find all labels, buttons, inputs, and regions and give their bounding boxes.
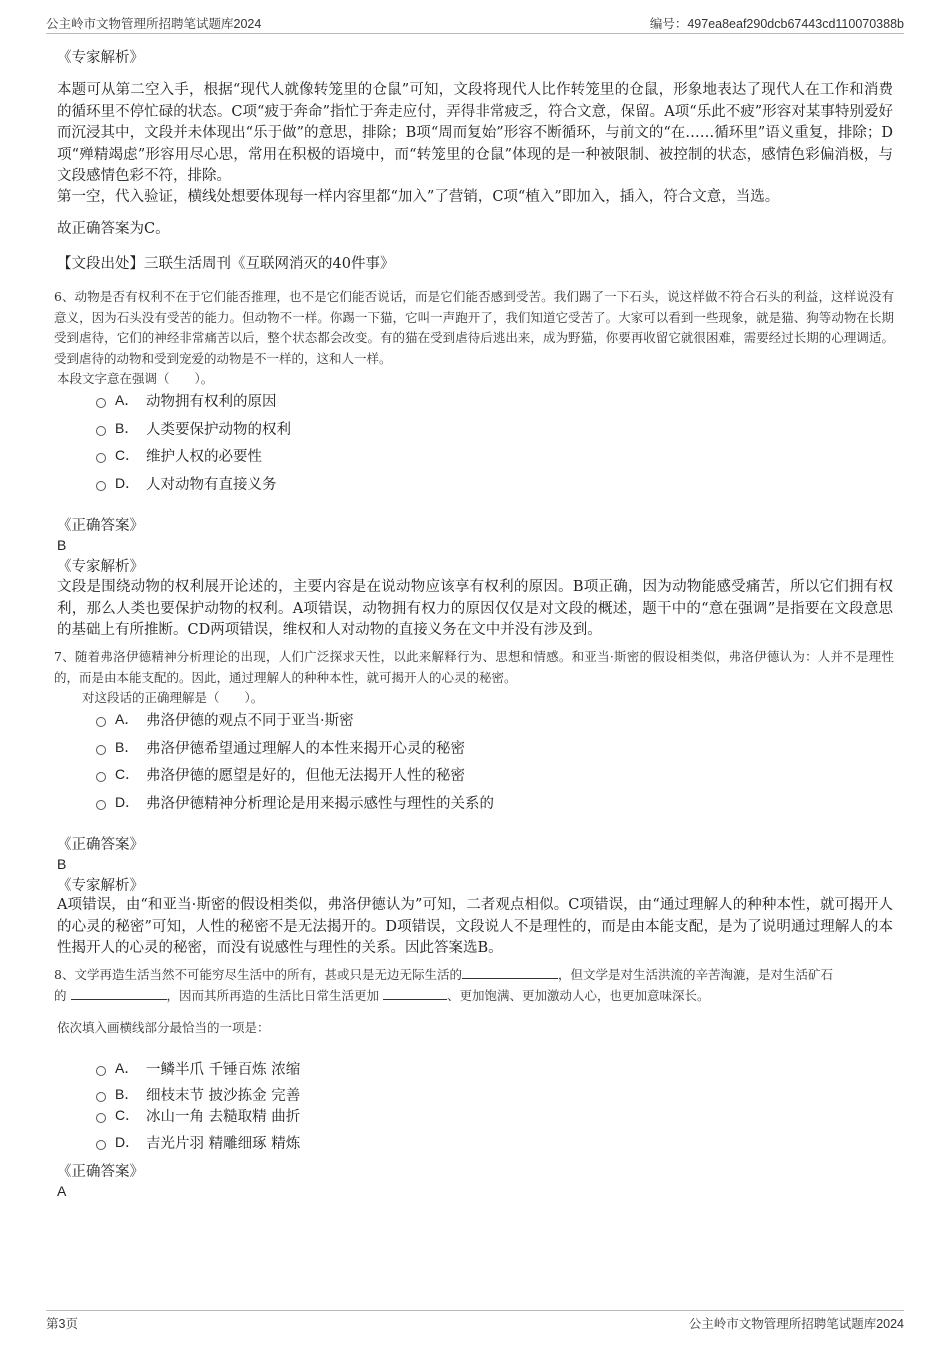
question-6-option-a[interactable]: A． 动物拥有权利的原因 bbox=[96, 390, 277, 410]
radio-icon[interactable] bbox=[96, 800, 106, 810]
answer-q6: B bbox=[57, 537, 67, 553]
radio-icon[interactable] bbox=[96, 426, 106, 436]
answer-label-q8: 《正确答案》 bbox=[57, 1164, 144, 1180]
question-7-option-a[interactable]: A． 弗洛伊德的观点不同于亚当·斯密 bbox=[96, 709, 354, 729]
footer-divider bbox=[46, 1310, 904, 1311]
question-8-option-d[interactable]: D． 吉光片羽 精雕细琢 精炼 bbox=[96, 1132, 300, 1152]
radio-icon[interactable] bbox=[96, 772, 106, 782]
source-citation: 【文段出处】三联生活周刊《互联网消灭的40件事》 bbox=[57, 256, 395, 272]
answer-label-q7: 《正确答案》 bbox=[57, 837, 144, 853]
answer-q8: A bbox=[57, 1183, 67, 1199]
question-8-prompt: 依次填入画横线部分最恰当的一项是： bbox=[57, 1020, 270, 1035]
question-7-prompt: 对这段话的正确理解是（ ）。 bbox=[82, 690, 264, 705]
radio-icon[interactable] bbox=[96, 453, 106, 463]
analysis-label-q6: 《专家解析》 bbox=[57, 559, 144, 575]
question-7-stem: 7、随着弗洛伊德精神分析理论的出现，人们广泛探求天性，以此来解释行为、思想和情感。和亚当·斯密的假设相类似，弗洛伊德认为：人并不是理性的，而是由本能支配的。因此，通过理解人的种种本性，就可揭开人的心灵的秘密。 bbox=[54, 649, 894, 685]
footer-title: 公主岭市文物管理所招聘笔试题库2024 bbox=[688, 1317, 904, 1331]
page-number: 第3页 bbox=[46, 1317, 78, 1331]
radio-icon[interactable] bbox=[96, 1066, 106, 1076]
question-7-option-b[interactable]: B． 弗洛伊德希望通过理解人的本性来揭开心灵的秘密 bbox=[96, 737, 465, 757]
header-title: 公主岭市文物管理所招聘笔试题库2024 bbox=[46, 17, 262, 31]
fill-blank-1[interactable] bbox=[462, 965, 558, 979]
question-6-option-b[interactable]: B． 人类要保护动物的权利 bbox=[96, 418, 291, 438]
question-6-prompt: 本段文字意在强调（ ）。 bbox=[57, 371, 214, 386]
answer-q7: B bbox=[57, 856, 67, 872]
question-6-stem: 6、动物是否有权利不在于它们能否推理，也不是它们能否说话，而是它们能否感到受苦。我们踢了一下石头，说这样做不符合石头的利益，这样说没有意义，因为石头没有受苦的能力。但动物不一样。你踢一下猫，它叫一声跑开了，我们知道它受苦了。大家可以看到一些现象，就是猫、狗等动物在长期受到虐待，它们的神经非常痛苦以后，整个状态都会改变。有的猫在受到虐待后逃出来，成为野猫，你要再收留它就很困难，需要经过长期的心理调适。受到虐待的动物和受到宠爱的动物是不一样的，这和人一样。 bbox=[54, 289, 894, 366]
fill-blank-2[interactable] bbox=[71, 986, 167, 1000]
fill-blank-3[interactable] bbox=[383, 986, 447, 1000]
analysis-text-q7: A项错误，由“和亚当·斯密的假设相类似，弗洛伊德认为”可知，二者观点相似。C项错误，由“通过理解人的种种本性，就可揭开人的心灵的秘密”可知，人性的秘密不是无法揭开的。D项错误，文段说人不是理性的，而是由本能支配，是为了说明通过理解人的本性揭开人的心灵的秘密，而没有说感性与理性的关系。因此答案选B。 bbox=[57, 897, 893, 956]
analysis-text-q5-2: 第一空，代入验证，横线处想要体现每一样内容里都“加入”了营销，C项“植入”即加入，插入，符合文意，当选。 bbox=[57, 189, 780, 205]
question-7-option-d[interactable]: D． 弗洛伊德精神分析理论是用来揭示感性与理性的关系的 bbox=[96, 792, 494, 812]
question-8-option-c[interactable]: C． 冰山一角 去糙取精 曲折 bbox=[96, 1105, 300, 1125]
radio-icon[interactable] bbox=[96, 1092, 106, 1102]
question-7-option-c[interactable]: C． 弗洛伊德的愿望是好的，但他无法揭开人性的秘密 bbox=[96, 764, 465, 784]
analysis-text-q6: 文段是围绕动物的权利展开论述的，主要内容是在说动物应该享有权利的原因。B项正确，因为动物能感受痛苦，所以它们拥有权利，那么人类也要保护动物的权利。A项错误，动物拥有权力的原因仅仅是对文段的概述，题干中的“意在强调”是指要在文段意思的基础上有所推断。CD两项错误，维权和人对动物的直接义务在文中并没有涉及到。 bbox=[57, 579, 893, 638]
question-6-option-c[interactable]: C． 维护人权的必要性 bbox=[96, 445, 262, 465]
header-divider bbox=[46, 33, 904, 34]
document-id: 编号：497ea8eaf290dcb67443cd110070388b bbox=[649, 17, 904, 31]
analysis-label-q5: 《专家解析》 bbox=[57, 50, 144, 66]
question-8-stem: 8、文学再造生活当然不可能穷尽生活中的所有，甚或只是无边无际生活的 ，但文学是对生活洪流的辛苦淘漉，是对生活矿石 的 ，因而其所再造的生活比日常生活更加 、更加饱满、更加激动人心，也更加意味深长。 bbox=[54, 967, 833, 1003]
question-6-option-d[interactable]: D． 人对动物有直接义务 bbox=[96, 473, 277, 493]
analysis-label-q7: 《专家解析》 bbox=[57, 878, 144, 894]
radio-icon[interactable] bbox=[96, 1140, 106, 1150]
radio-icon[interactable] bbox=[96, 717, 106, 727]
analysis-text-q5-1: 本题可从第二空入手，根据“现代人就像转笼里的仓鼠”可知，文段将现代人比作转笼里的仓鼠，形象地表达了现代人在工作和消费的循环里不停忙碌的状态。C项“疲于奔命”指忙于奔走应付，弄得非常疲乏，符合文意，保留。A项“乐此不疲”形容对某事特别爱好而沉浸其中，文段并未体现出“乐于做”的意思，排除；B项“周而复始”形容不断循环，与前文的“在……循环里”语义重复，排除；D项“殚精竭虑”形容用尽心思，常用在积极的语境中，而“转笼里的仓鼠”体现的是一种被限制、被控制的状态，感情色彩偏消极，与文段感情色彩不符，排除。 bbox=[57, 82, 893, 184]
radio-icon[interactable] bbox=[96, 1113, 106, 1123]
analysis-text-q5-3: 故正确答案为C。 bbox=[57, 221, 170, 237]
radio-icon[interactable] bbox=[96, 398, 106, 408]
radio-icon[interactable] bbox=[96, 745, 106, 755]
answer-label-q6: 《正确答案》 bbox=[57, 518, 144, 534]
question-8-option-b[interactable]: B． 细枝末节 披沙拣金 完善 bbox=[96, 1084, 300, 1104]
question-8-option-a[interactable]: A． 一鳞半爪 千锤百炼 浓缩 bbox=[96, 1058, 300, 1078]
radio-icon[interactable] bbox=[96, 481, 106, 491]
